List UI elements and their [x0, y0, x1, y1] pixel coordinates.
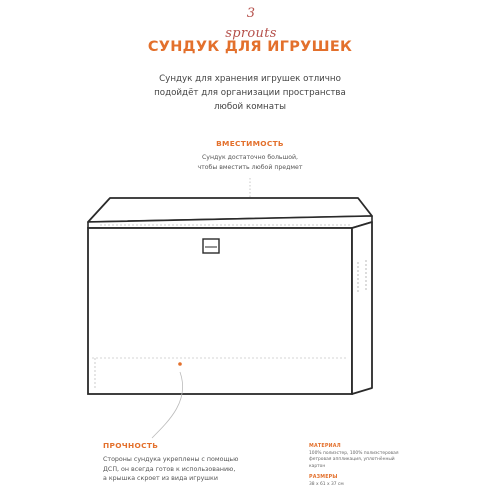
- capacity-line: чтобы вместить любой предмет: [197, 163, 303, 171]
- intro-line: подойдёт для организации пространства: [154, 88, 346, 98]
- size-value: 38 x 61 x 37 см: [309, 481, 344, 487]
- intro-line: Сундук для хранения игрушек отлично: [159, 74, 341, 84]
- intro-line: любой комнаты: [214, 102, 286, 112]
- specs-block: [309, 444, 429, 488]
- chest-front: [88, 228, 352, 394]
- strength-marker: [178, 362, 182, 366]
- front-handle-tab: [203, 239, 219, 253]
- page-title: СУНДУК ДЛЯ ИГРУШЕК: [147, 39, 353, 55]
- strength-title: ПРОЧНОСТЬ: [103, 441, 159, 450]
- material-line: фетровая аппликация, уплотнённый: [309, 457, 395, 463]
- capacity-title: ВМЕСТИМОСТЬ: [216, 139, 284, 148]
- chest-side: [352, 222, 372, 394]
- strength-line: а крышка скроет из вида игрушки: [103, 475, 218, 483]
- material-line: 100% полиэстер, 100% полиэстеровая: [309, 450, 399, 456]
- strength-line: ДСП, он всегда готов к использованию,: [103, 465, 236, 473]
- brand-logo: 3 sprouts: [225, 6, 277, 41]
- capacity-line: Сундук достаточно большой,: [201, 154, 298, 161]
- material-line: картон: [309, 464, 326, 470]
- size-label: РАЗМЕРЫ: [309, 474, 338, 480]
- strength-line: Стороны сундука укреплены с помощью: [103, 456, 239, 463]
- material-label: МАТЕРИАЛ: [309, 444, 341, 449]
- strength-text: [103, 455, 303, 484]
